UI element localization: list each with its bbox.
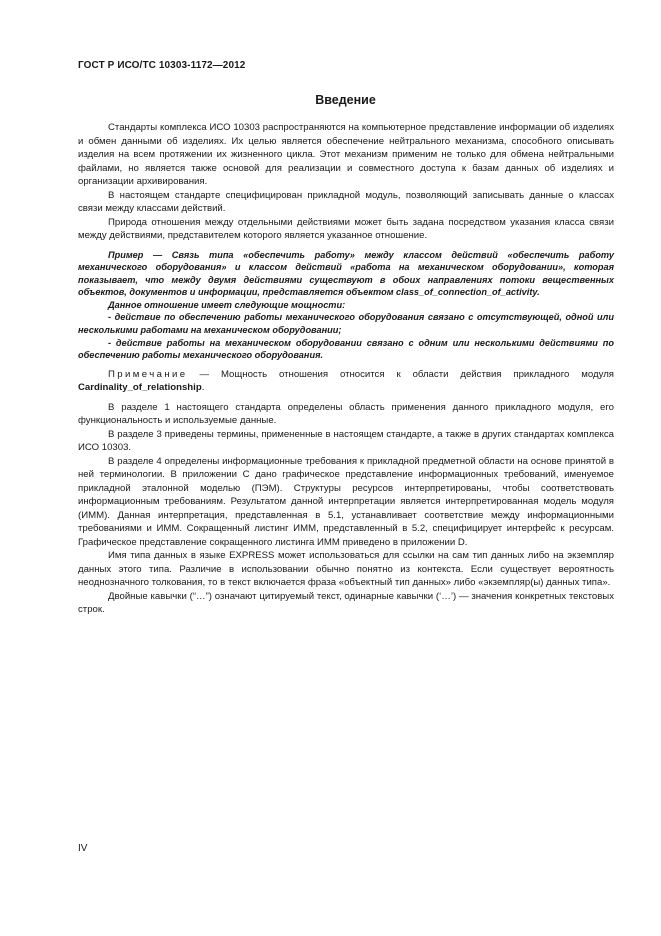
example-cardinality-heading: Данное отношение имеет следующие мощности: (108, 299, 346, 310)
paragraph-quotes: Двойные кавычки (“…”) означают цитируемый текст, одинарные кавычки (‘…’) — значения конкретных текстовых строк. (78, 590, 614, 616)
note-word: действия (460, 368, 502, 380)
standard-code-header: ГОСТ Р ИСО/ТС 10303-1172—2012 (78, 60, 246, 71)
paragraph-module-spec: В настоящем стандарте специфицирован прикладной модуль, позволяющий записывать данные о классах связи между классами действий. (78, 189, 614, 214)
example-cardinality-item: - действие по обеспечению работы механического оборудования связано с отсутствующей, одной или несколькими работами на механическом оборудовании; (78, 312, 614, 336)
paragraph-relationship: Природа отношения между отдельными действиями может быть задана посредством указания класса связи между действиями, представителем которого является указанное отношение. (78, 216, 614, 241)
example-text: Пример — Связь типа «обеспечить работу» между классом действий «обеспечить работу механического оборудования» и классом действий «работа на механическом оборудовании», которая показывает, что между двумя действиями существуют в обоих направлениях потоки вещественных объектов, документов и информации, представляется объектом class_of_connection_of_activity. (78, 249, 614, 298)
paragraph-section3: В разделе 3 приведены термины, примененные в настоящем стандарте, а также в других стандартах комплекса ИСО 10303. (78, 428, 614, 454)
paragraph-section1: В разделе 1 настоящего стандарта определены область применения данного прикладного модуля, его функциональность и используемые данные. (78, 401, 614, 427)
section-title: Введение (315, 93, 376, 107)
note-second-line (78, 381, 614, 395)
note-end: . (201, 382, 205, 394)
example-cardinality-item: - действие работы на механическом оборудовании связано с одним или несколькими действиями по обеспечению работы механического оборудования. (78, 337, 614, 361)
note-word: модуля (581, 368, 614, 380)
note-word: Мощность (220, 368, 268, 380)
page-number: IV (78, 843, 88, 854)
note-label: Примечание (108, 368, 188, 380)
note-block (78, 368, 614, 395)
note-first-line (78, 368, 614, 382)
note-dash: — (199, 368, 210, 380)
document-body (78, 121, 614, 617)
note-word: относится (339, 368, 385, 380)
paragraph-intro: Стандарты комплекса ИСО 10303 распространяются на компьютерное представление информации об изделиях и обмен данными об изделиях. Их целью является обеспечение нейтрального механизма, способного описывать изделия на всем протяжении их жизненного цикла. Этот механизм применим не только для обмена нейтральными файлами, но является также основой для реализации и совместного доступа к базам данных об изделиях и организации архивирования. (78, 122, 614, 187)
note-word: области (412, 368, 449, 380)
note-word: к (396, 368, 401, 380)
module-name: Cardinality_of_relationship (78, 382, 202, 394)
note-word: отношения (279, 368, 329, 380)
paragraph-express: Имя типа данных в языке EXPRESS может использоваться для ссылки на сам тип данных либо на экземпляр данных этого типа. Различие в использовании обычно понятно из контекста. Если существует вероятность неоднозначного толкования, то в текст включается фраза «объектный тип данных» либо «экземпляр(ы) данных типа». (78, 550, 614, 589)
body-section (78, 401, 614, 617)
example-block (78, 249, 614, 362)
paragraph-section4: В разделе 4 определены информационные требования к прикладной предметной области на основе принятой в ней терминологии. В приложении С дано графическое представление информационных требований, именуемое прикладной эталонной моделью (ПЭМ). Структуры ресурсов интерпретированы, чтобы соответствовать информационным требованиям. Результатом данной интерпретации является интерпретированная модель модуля (ИММ). Данная интерпретация, представленная в 5.1, устанавливает соответствие между информационными требованиями и ИММ. Сокращенный листинг ИММ, представленный в 5.2, специфицирует интерфейс к ресурсам. Графическое представление сокращенного листинга ИММ приведено в приложении D. (78, 455, 614, 548)
note-word: прикладного (513, 368, 570, 380)
